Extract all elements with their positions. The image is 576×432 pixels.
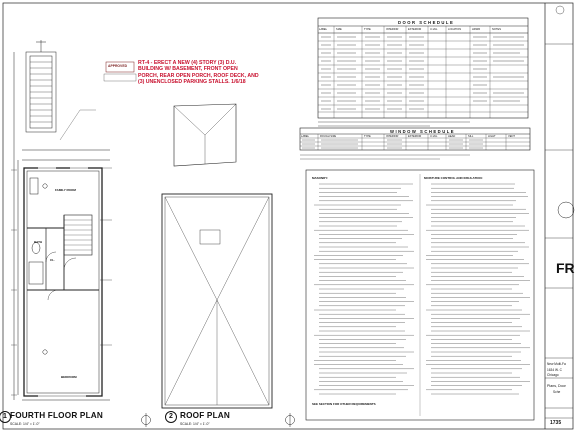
approval-note-line: (3) UNENCLOSED PARKING STALLS. 1/6/18 <box>138 79 246 86</box>
project-line: 1634 W. C <box>547 368 562 372</box>
window-col-rough-size: ROUGH SIZE <box>320 134 337 138</box>
door-col-type: TYPE <box>364 28 371 31</box>
door-col-interior: INTERIOR <box>386 28 399 31</box>
window-col-uval: U-VAL <box>430 134 438 138</box>
notes-moisture-heading: MOISTURE CONTROL AND INSULATION: <box>424 176 483 180</box>
door-col-exterior: EXTERIOR <box>408 28 422 31</box>
door-col-notes: NOTES <box>492 28 501 31</box>
room-label-closet: CL. <box>50 258 55 262</box>
window-col-type: TYPE <box>364 134 371 138</box>
fourth-floor-plan-scale: SCALE: 1/4" = 1'-0" <box>10 422 40 426</box>
door-col-hdwr: HDWR <box>472 28 481 31</box>
plan-number-1: 1 <box>0 411 11 423</box>
window-col-label: LABEL <box>301 134 310 138</box>
approval-note-line: RT-4 - ERECT A NEW (4) STORY (3) D.U. <box>138 60 237 66</box>
project-line: Chicago <box>547 373 559 377</box>
window-col-exterior: EXTERIOR <box>408 134 422 138</box>
window-col-sill: SILL <box>468 134 474 138</box>
door-col-location: LOCATION <box>448 28 462 31</box>
room-label-bath: BATH <box>34 240 43 244</box>
room-label-family: FAMILY ROOM <box>55 188 76 192</box>
door-col-label: LABEL <box>319 28 328 31</box>
door-col-size: SIZE <box>336 28 342 31</box>
notes-masonry-heading: MASONRY: <box>312 176 328 180</box>
plan-number-2: 2 <box>165 411 177 423</box>
fourth-floor-plan-title: FOURTH FLOOR PLAN <box>10 411 103 420</box>
roof-plan-title: ROOF PLAN <box>180 411 231 420</box>
window-col-vent: VENT <box>508 134 515 138</box>
firm-mark: FR <box>556 260 575 276</box>
door-schedule-title: DOOR SCHEDULE <box>398 20 455 25</box>
window-schedule-title: WINDOW SCHEDULE <box>390 128 456 134</box>
window-col-head: HEAD <box>448 134 456 138</box>
approval-stamp: APPROVED <box>108 64 128 68</box>
approval-note-line: PORCH, REAR OPEN PORCH, ROOF DECK, AND <box>138 72 259 79</box>
sheet-title: Plans, Door <box>547 384 566 388</box>
roof-plan-scale: SCALE: 1/4" = 1'-0" <box>180 422 210 426</box>
approval-note-line: BUILDING W/ BASEMENT, FRONT OPEN <box>138 66 238 73</box>
project-line: New Multi-Fa <box>547 362 566 366</box>
room-label-bedroom: BEDROOM <box>61 375 77 379</box>
door-col-uval: U-VAL <box>430 28 438 31</box>
window-col-light: LIGHT <box>488 134 496 138</box>
sheet-subtitle: Sche <box>553 390 561 394</box>
sheet-number: 1735 <box>550 420 562 426</box>
window-col-interior: INTERIOR <box>386 134 399 138</box>
notes-see-section: SEE SECTION FOR OTHER REQUIREMENTS <box>312 402 376 406</box>
approval-note <box>138 60 310 86</box>
